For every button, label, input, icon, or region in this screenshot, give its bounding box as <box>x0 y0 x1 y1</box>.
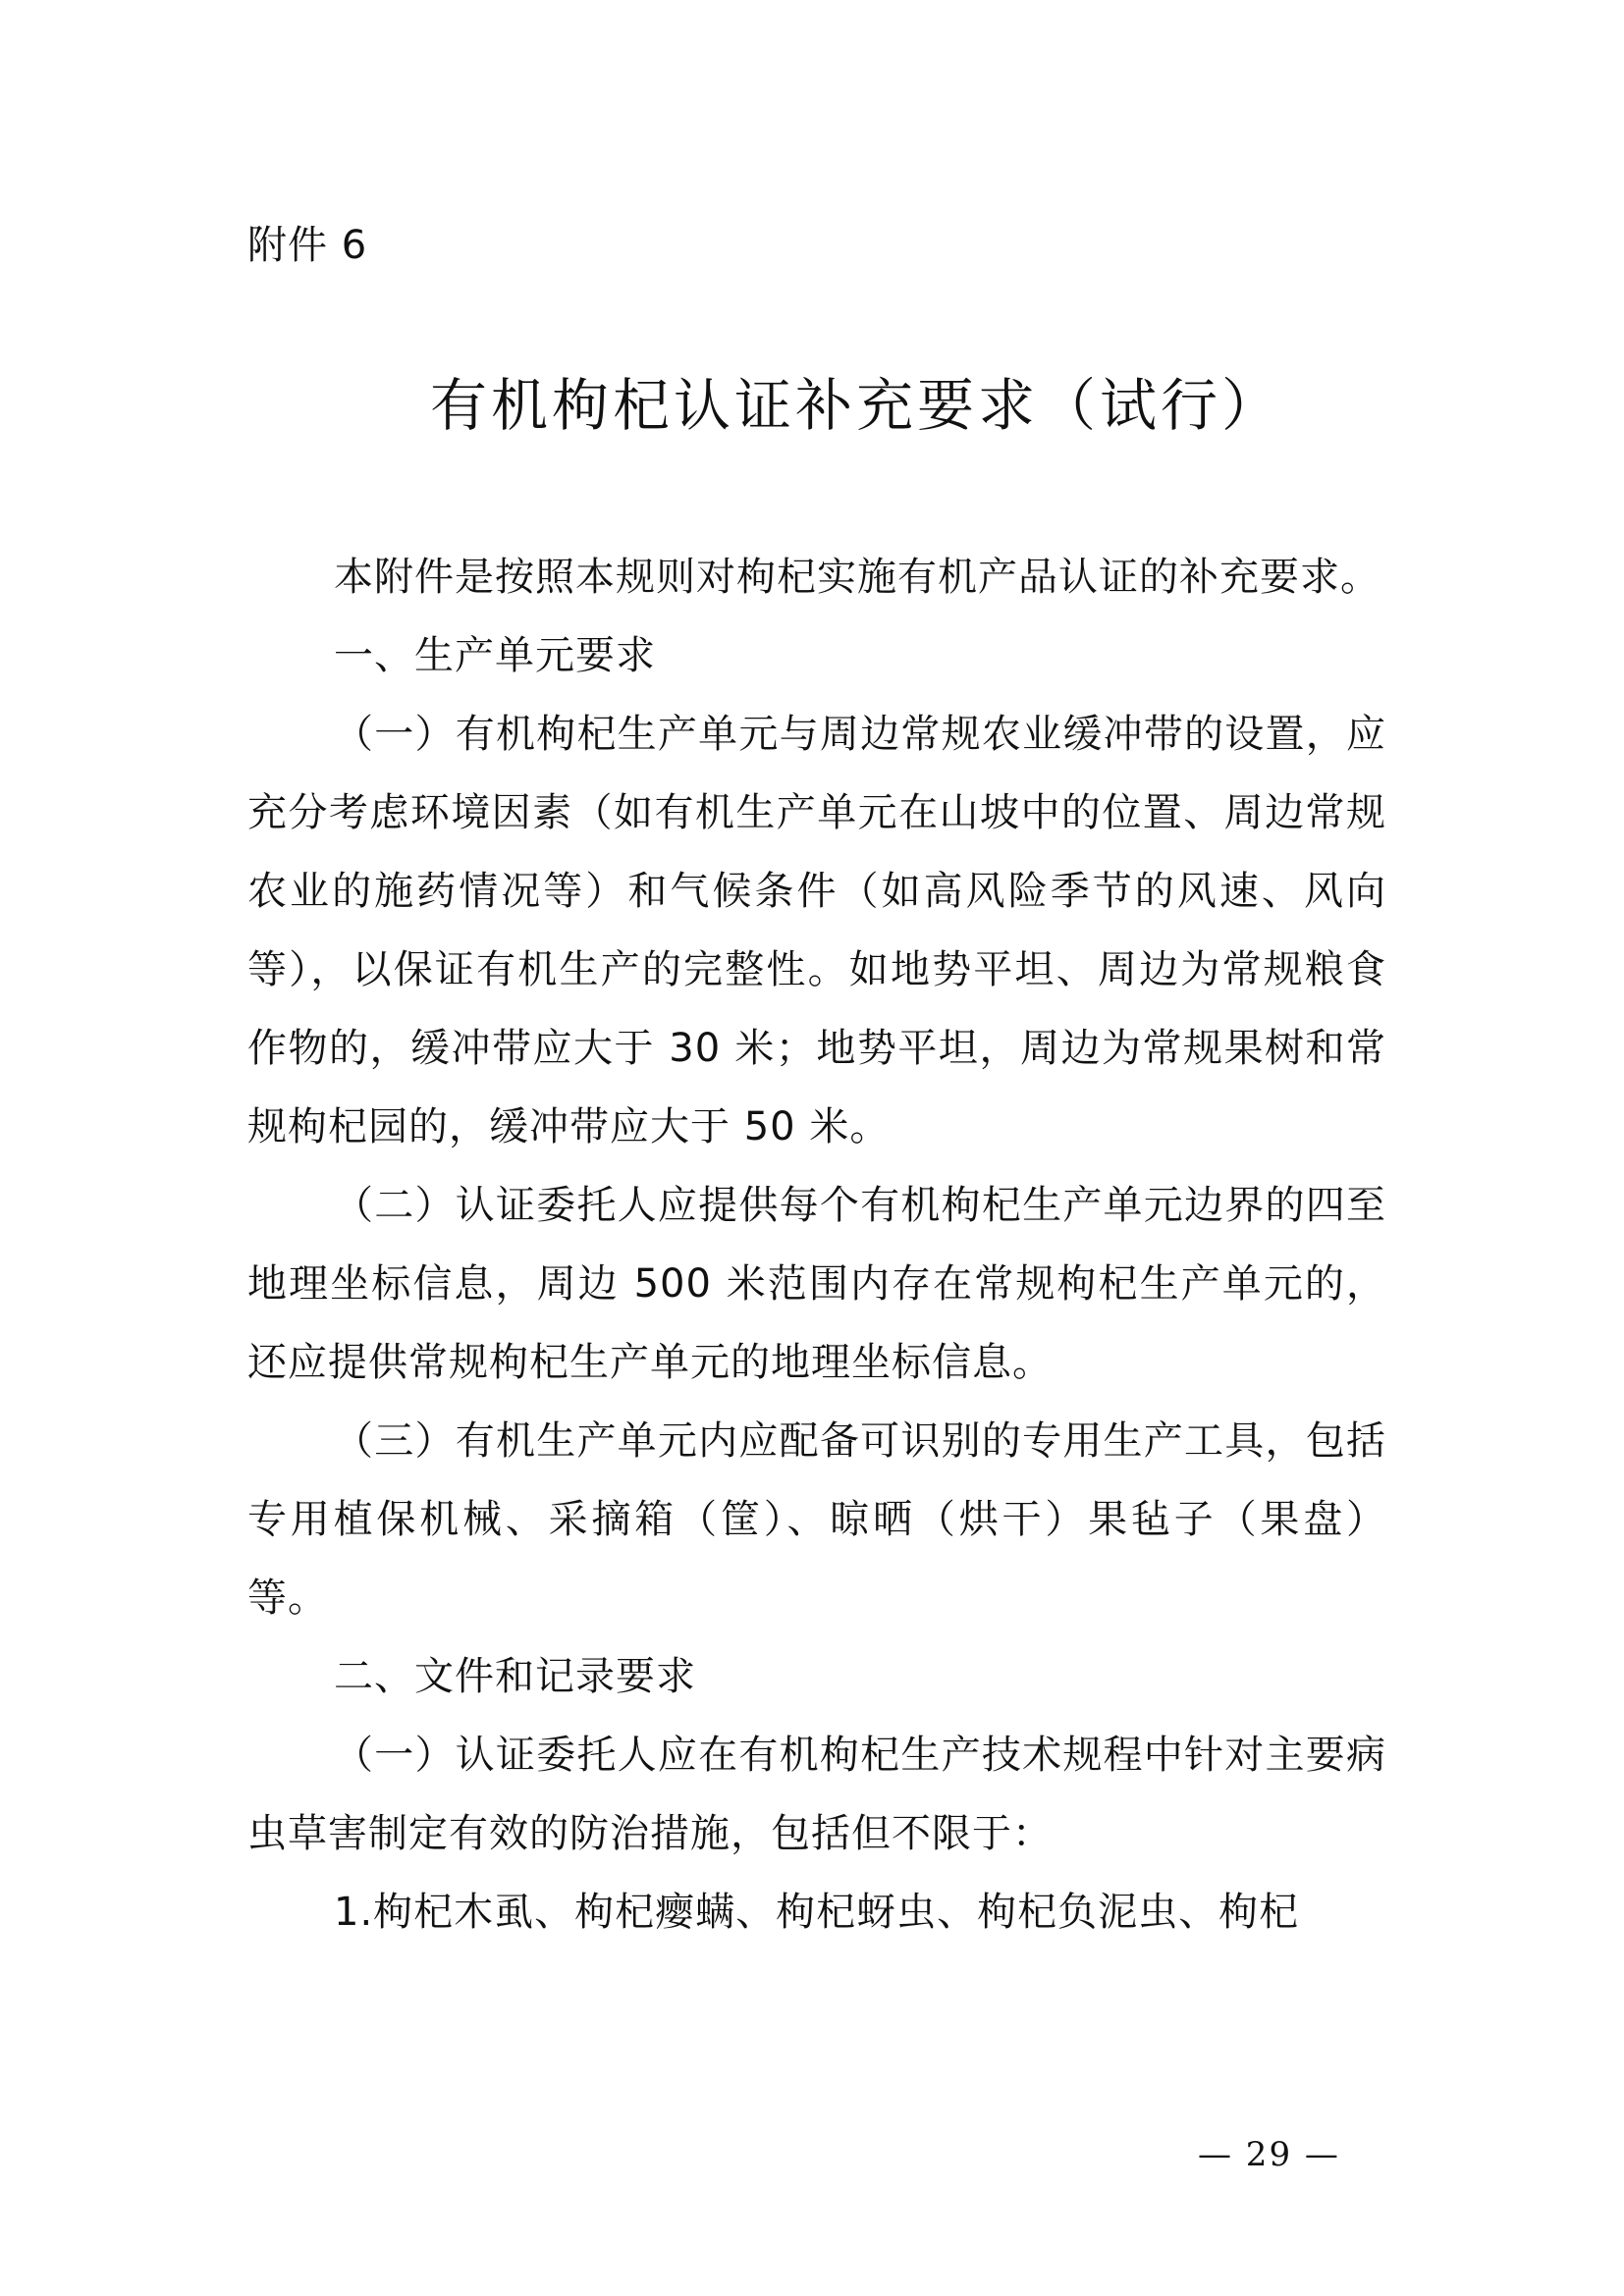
paragraph-2-1: （一）认证委托人应在有机枸杞生产技术规程中针对主要病虫草害制定有效的防治措施，包括但不限于： <box>247 1733 1386 1856</box>
section-heading-1: 一、生产单元要求 <box>334 633 656 678</box>
attachment-label: 附件 6 <box>247 223 368 268</box>
paragraph-1-1: （一）有机枸杞生产单元与周边常规农业缓冲带的设置，应充分考虑环境因素（如有机生产单元在山坡中的位置、周边常规农业的施药情况等）和气候条件（如高风险季节的风速、风向等），以保证有机生产的完整性。如地势平坦、周边为常规粮食作物的，缓冲带应大于 30 米；地势平坦，周边为常规果树和常规枸杞园的，缓冲带应大于 50 米。 <box>247 712 1386 1149</box>
document-title: 有机枸杞认证补充要求（试行） <box>429 372 1282 439</box>
intro-paragraph: 本附件是按照本规则对枸杞实施有机产品认证的补充要求。 <box>334 555 1380 600</box>
paragraph-1-3: （三）有机生产单元内应配备可识别的专用生产工具，包括专用植保机械、采摘箱（筐）、晾晒（烘干）果毡子（果盘）等。 <box>247 1418 1386 1621</box>
document-body <box>247 538 1386 1951</box>
section-heading-2: 二、文件和记录要求 <box>334 1654 696 1699</box>
page-number: — 29 — <box>1198 2135 1340 2174</box>
paragraph-2-1-item-1: 1.枸杞木虱、枸杞瘿螨、枸杞蚜虫、枸杞负泥虫、枸杞 <box>334 1890 1300 1935</box>
paragraph-1-2: （二）认证委托人应提供每个有机枸杞生产单元边界的四至地理坐标信息，周边 500 米范围内存在常规枸杞生产单元的，还应提供常规枸杞生产单元的地理坐标信息。 <box>247 1183 1386 1385</box>
